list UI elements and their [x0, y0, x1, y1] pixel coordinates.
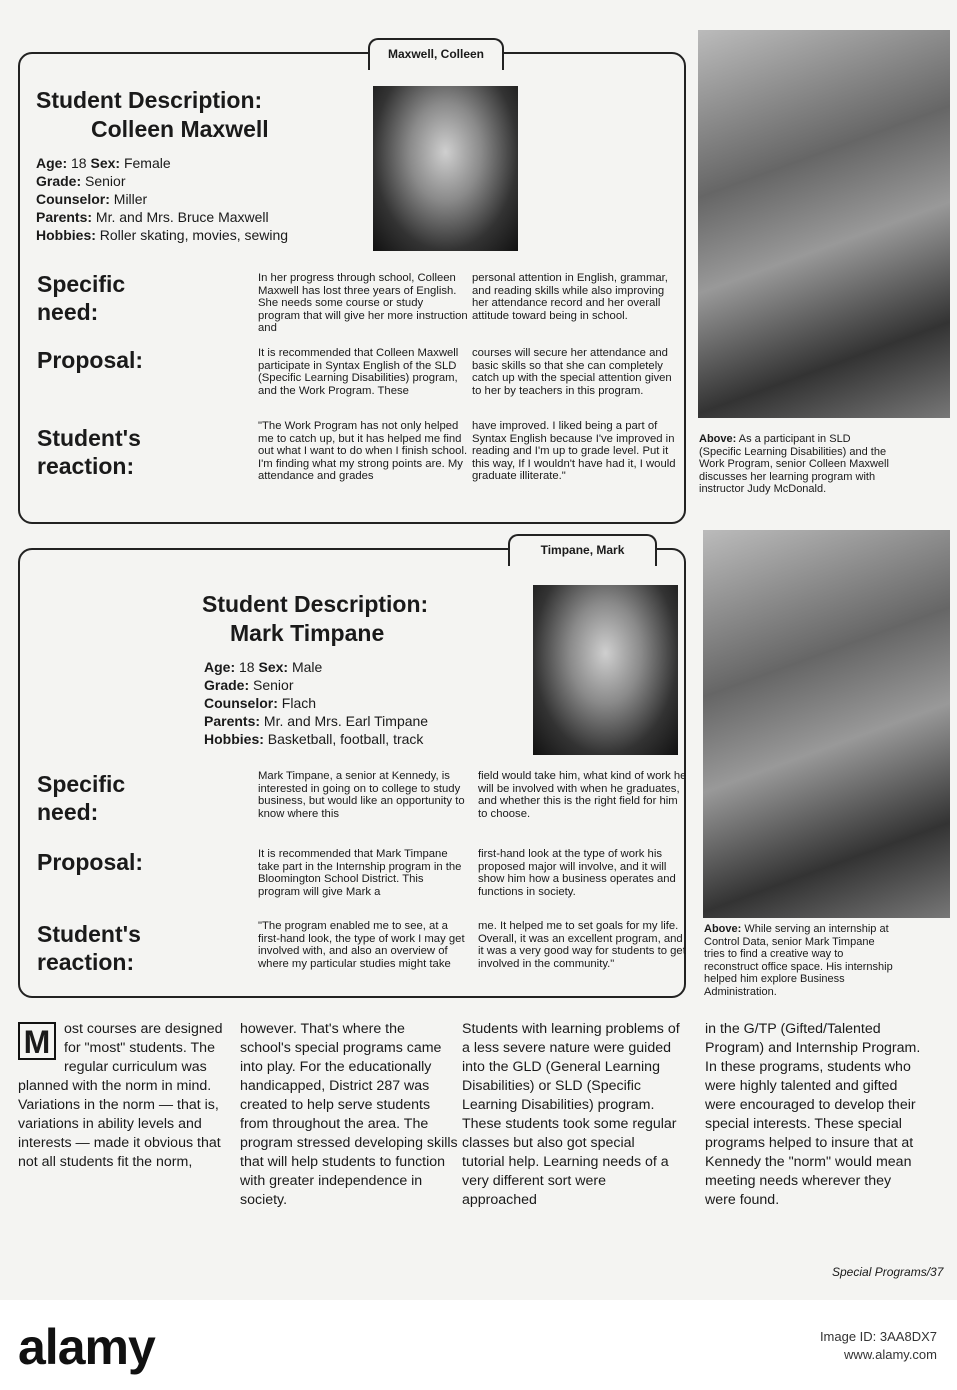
need-label: Specific need: [37, 271, 126, 325]
classroom-photo [698, 30, 950, 418]
reaction-text: have improved. I liked being a part of Syntax English because I've improved in reading and I'm up to grade level. Put it this way, If I wouldn't have had it, I would graduate illiterate." [472, 420, 676, 483]
drop-cap: M [18, 1022, 56, 1060]
proposal-label: Proposal: [37, 849, 144, 875]
portrait-photo [373, 86, 518, 251]
student-title: Student Description: Mark Timpane [202, 591, 429, 646]
student-info: Age: 18 Sex: Male Grade: Senior Counselor: Flach Parents: Mr. and Mrs. Earl Timpane Hobbies: Basketball, football, track [204, 659, 429, 747]
need-text: Mark Timpane, a senior at Kennedy, is interested in going on to college to study business, but would like an opportunity to know where this [258, 770, 465, 820]
watermark-meta: Image ID: 3AA8DX7 www.alamy.com [819, 1329, 937, 1362]
proposal-text: first-hand look at the type of work his proposed major will involve, and it will show him how a business operates and functions in society. [478, 848, 676, 898]
student-title: Student Description: Colleen Maxwell [36, 87, 269, 142]
watermark-banner [0, 1300, 957, 1390]
article-column-4: in the G/TP (Gifted/Talented Program) and Internship Program. In these programs, students who were highly talented and gifted were encouraged to develop their special interests. These special programs helped to insure that at Kennedy the "norm" would mean meeting needs wherever they were found. [705, 1021, 921, 1208]
internship-photo [703, 530, 950, 918]
reaction-label: Student's reaction: [37, 425, 141, 479]
page-folio: Special Programs/37 [832, 1265, 944, 1279]
student-tab: Maxwell, Colleen [368, 38, 504, 70]
proposal-text: It is recommended that Mark Timpane take part in the Internship program in the Bloomington School District. This program will give Mark a [258, 848, 462, 898]
reaction-text: "The Work Program has not only helped me to catch up, but it has helped me find out what I want to do when I finish school. I'm finding what my strong points are. My attendance and grades [258, 420, 468, 483]
article-column-2: however. That's where the school's special programs came into play. For the educationally handicapped, District 287 was created to help serve students from throughout the area. The program stressed developing skills that will help students to function with greater independence in society. [240, 1021, 458, 1208]
need-text: In her progress through school, Colleen Maxwell has lost three years of English. She needs some course or study program that will give her more instruction and [258, 272, 468, 335]
watermark-logo: alamy [18, 1319, 155, 1375]
portrait-photo [533, 585, 678, 755]
article-column-3: Students with learning problems of a less severe nature were guided into the GLD (General Learning Disabilities) or SLD (Specific Learning Disabilities) program. These students took some regular classes but also got special tutorial help. Learning needs of a very different sort were approached [462, 1021, 680, 1208]
proposal-text: It is recommended that Colleen Maxwell participate in Syntax English of the SLD (Specific Learning Disabilities) program, and the Work Program. These [258, 347, 459, 397]
photo-caption: Above: As a participant in SLD (Specific Learning Disabilities) and the Work Program, senior Colleen Maxwell discusses her learning program with instructor Judy McDonald. [699, 433, 889, 495]
reaction-text: "The program enabled me to see, at a first-hand look, the type of work I may get involved with, and also an overview of where my particular studies might take [258, 920, 465, 970]
photo-caption: Above: While serving an internship at Control Data, senior Mark Timpane tries to find a creative way to reconstruct office space. His internship helped him explore Business Administration. [704, 923, 893, 998]
reaction-label: Student's reaction: [37, 921, 141, 975]
proposal-label: Proposal: [37, 347, 144, 373]
need-label: Specific need: [37, 771, 126, 825]
need-text: personal attention in English, grammar, and reading skills while also improving her attendance record and her overall attitude toward being in school. [472, 272, 668, 322]
student-tab: Timpane, Mark [508, 534, 657, 566]
proposal-text: courses will secure her attendance and basic skills so that she can completely catch up with the special attention given to her by teachers in this program. [472, 347, 672, 397]
article-column-1: M ost courses are designed for "most" students. The regular curriculum was planned with the norm in mind. Variations in the norm — that is, variations in ability levels and interests — made it obvious that not all students fit the norm, [18, 1021, 223, 1170]
student-info: Age: 18 Sex: Female Grade: Senior Counselor: Miller Parents: Mr. and Mrs. Bruce Maxwell Hobbies: Roller skating, movies, sewing [36, 155, 289, 243]
reaction-text: me. It helped me to set goals for my life. Overall, it was an excellent program, and it was a very good way for students to get involved in the community." [478, 920, 686, 970]
need-text: field would take him, what kind of work he will be involved with when he graduates, and whether this is the right field for him to choose. [478, 770, 687, 820]
